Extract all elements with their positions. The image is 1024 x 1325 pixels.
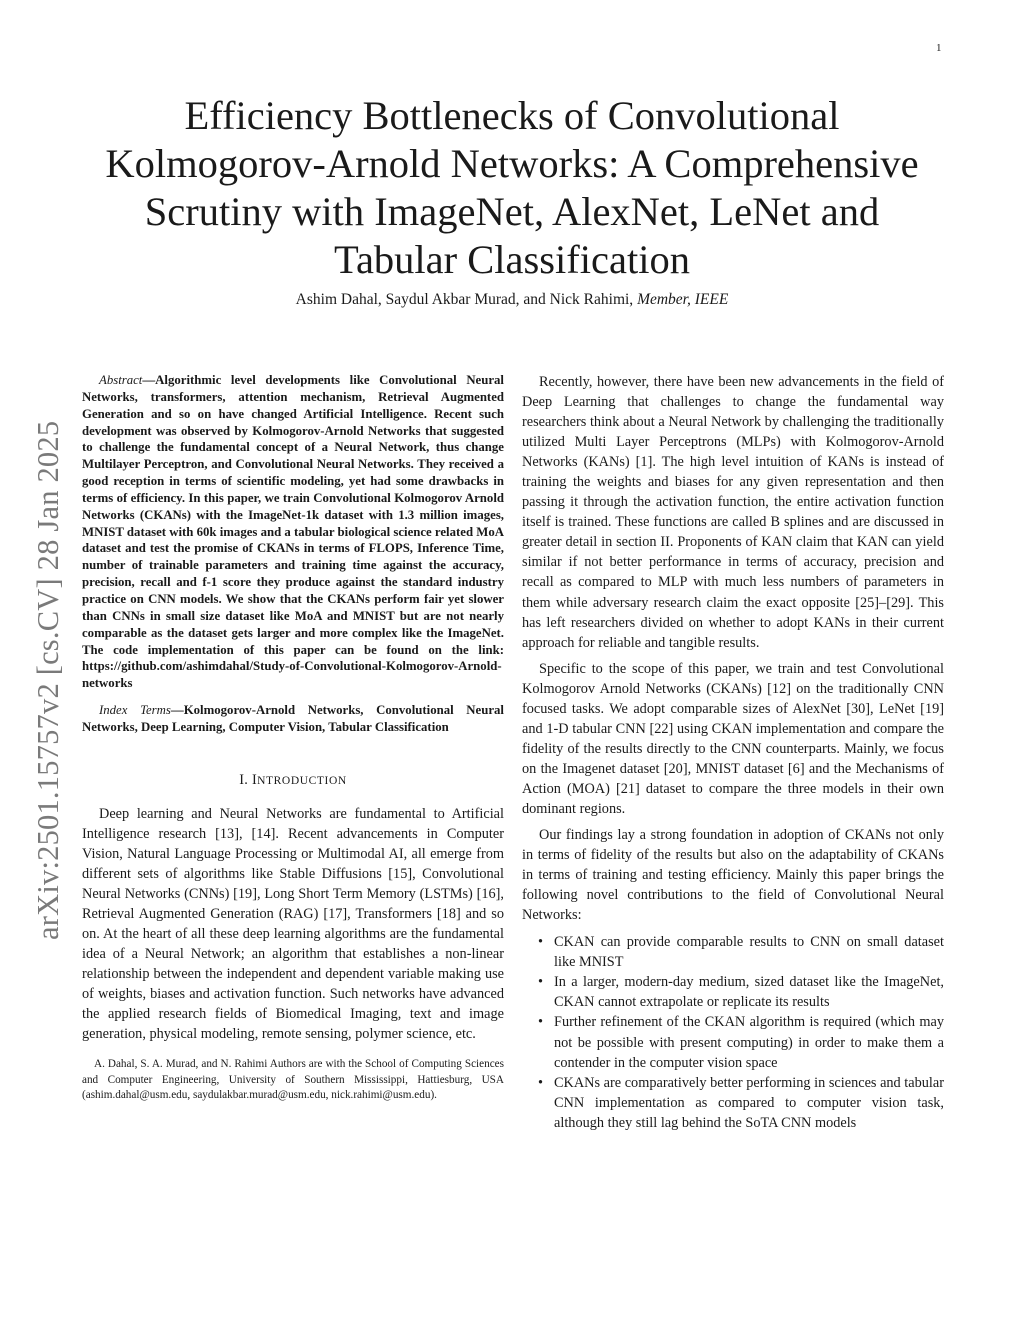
body-paragraph: Our findings lay a strong foundation in adoption of CKANs not only in terms of fidelity of the results but also on the adaptability of CKANs in terms of training and testing efficiency. Mainly this paper brings the following novel contributions to the field of Convolutional Neural Networks: <box>522 827 944 924</box>
author-names: Ashim Dahal, Saydul Akbar Murad, and Nick Rahimi, <box>295 291 634 308</box>
section-numeral: I. <box>239 771 249 788</box>
list-item-text: CKAN can provide comparable results to CNN on small dataset like MNIST <box>554 934 944 971</box>
author-membership: Member, IEEE <box>637 291 729 308</box>
body-paragraph: Recently, however, there have been new advancements in the field of Deep Learning that challenges to change the fundamental way researchers think about a Neural Network by challenging the traditionally utilized Multi Layer Perceptrons (MLPs) with Kolmogorov-Arnold Networks (KANs) [1]. The high level intuition of KANs is instead of training the weights and biases for any given representation and then passing it through the activation function, the entire activation function itself is trained. These functions are called B splines and are discussed in greater detail in section II. Proponents of KAN claim that KAN can yield similar if not better performance in terms of accuracy, precision and recall as compared to MLP with much less numbers of parameters in them while adversary research claim the exact opposite [25]–[29]. This has left researchers divided on whether to adopt KANs in their current approach for reliable and tangible results. <box>522 374 944 651</box>
section-heading-rest: NTRODUCTION <box>257 774 347 787</box>
section-heading-initial: I <box>252 771 258 788</box>
bullet-icon: • <box>538 1014 544 1031</box>
title-line: Scrutiny with ImageNet, AlexNet, LeNet and <box>144 189 880 234</box>
body-paragraph: Specific to the scope of this paper, we train and test Convolutional Kolmogorov Arnold Networks (CKANs) [12] on the traditionally CNN focused tasks. We adopt comparable sizes of AlexNet [30], LeNet [19] and 1-D tabular CNN [22] using CKAN implementation and compare the fidelity of the results directly to the CNN counterparts. Mainly, we focus on the Imagenet dataset [20], MNIST dataset [6] and the Mechanisms of Action (MOA) [21] dataset to compare the three models in their own dominant regions. <box>522 660 944 817</box>
left-column <box>82 372 504 1104</box>
list-item-text: CKANs are comparatively better performing in sciences and tabular CNN implementation as compared to computer vision task, although they still lag behind the SoTA CNN models <box>554 1074 944 1131</box>
index-terms-label: Index Terms <box>99 703 171 718</box>
arxiv-identifier-stamp[interactable]: arXiv:2501.15757v2 [cs.CV] 28 Jan 2025 <box>31 420 65 940</box>
list-item <box>522 1073 944 1133</box>
intro-paragraph: Deep learning and Neural Networks are fundamental to Artificial Intelligence research [13], [14]. Recent advancements in Computer Vision, Natural Language Processing or Multimodal AI, all emerge from different sets of algorithms like Stable Diffusions [15], Convolutional Neural Networks (CNNs) [19], Long Short Term Memory (LSTMs) [16], Retrieval Augmented Generation (RAG) [17], Transformers [18] and so on. At the heart of all these deep learning algorithms are the fundamental idea of a Neural Network; an algorithm that establishes a non-linear relationship between the independent and dependent variable making use of weights, biases and activation function. Such networks have advanced the applied research fields of Biomedical Imaging, text and image generation, physical modeling, remote sensing, polymer science, etc. <box>82 805 504 1043</box>
list-item <box>522 932 944 972</box>
paper-title <box>80 92 944 284</box>
bullet-icon: • <box>538 1074 544 1091</box>
list-item-text: In a larger, modern-day medium, sized dataset like the ImageNet, CKAN cannot extrapolate or replicate its results <box>554 974 944 1011</box>
list-item <box>522 1012 944 1072</box>
contributions-list <box>522 932 944 1132</box>
section-heading-introduction <box>82 770 504 791</box>
right-column <box>522 372 944 1133</box>
list-item-text: Further refinement of the CKAN algorithm is required (which may not be possible with present computing) in order to make them a contender in the computer vision space <box>554 1014 944 1071</box>
index-terms <box>82 702 504 736</box>
abstract-label: Abstract <box>99 373 143 387</box>
title-line: Kolmogorov-Arnold Networks: A Comprehensive <box>105 141 919 186</box>
abstract <box>82 372 504 692</box>
page-number: 1 <box>936 42 942 54</box>
author-affiliation-footnote: A. Dahal, S. A. Murad, and N. Rahimi Authors are with the School of Computing Sciences and Computer Engineering, University of Southern Mississippi, Hattiesburg, USA (ashim.dahal@usm.edu, saydulakbar.murad@usm.edu, nick.rahimi@usm.edu). <box>82 1058 504 1102</box>
bullet-icon: • <box>538 974 544 991</box>
title-line: Tabular Classification <box>334 237 690 282</box>
author-list <box>120 291 904 309</box>
list-item <box>522 972 944 1012</box>
index-terms-text: —Kolmogorov-Arnold Networks, Convolutional Neural Networks, Deep Learning, Computer Vision, Tabular Classification <box>82 703 504 734</box>
bullet-icon: • <box>538 934 544 951</box>
title-line: Efficiency Bottlenecks of Convolutional <box>184 93 840 138</box>
abstract-text: —Algorithmic level developments like Convolutional Neural Networks, transformers, attention mechanism, Retrieval Augmented Generation and so on have changed Artificial Intelligence. Recent such development was observed by Kolmogorov-Arnold Networks that suggested to challenge the fundamental concept of a Neural Network, thus change Multilayer Perceptron, and Convolutional Neural Networks. They received a good reception in terms of scientific modeling, yet had some drawbacks in terms of efficiency. In this paper, we train Convolutional Kolmogorov Arnold Networks (CKANs) with the ImageNet-1k dataset with 1.3 million images, MNIST dataset with 60k images and a tabular biological science related MoA dataset and test the promise of CKANs in terms of FLOPS, Inference Time, number of trainable parameters and training time against the accuracy, precision, recall and f-1 score they produce against the standard industry practice on CNN models. We show that the CKANs perform fair yet slower than CNNs in small size dataset like MoA and MNIST but are not nearly comparable as the dataset gets larger and more complex like the ImageNet. The code implementation of this paper can be found on the link: https://github.com/ashimdahal/Study-of-Convolutional-Kolmogorov-Arnold-networks <box>82 373 504 691</box>
